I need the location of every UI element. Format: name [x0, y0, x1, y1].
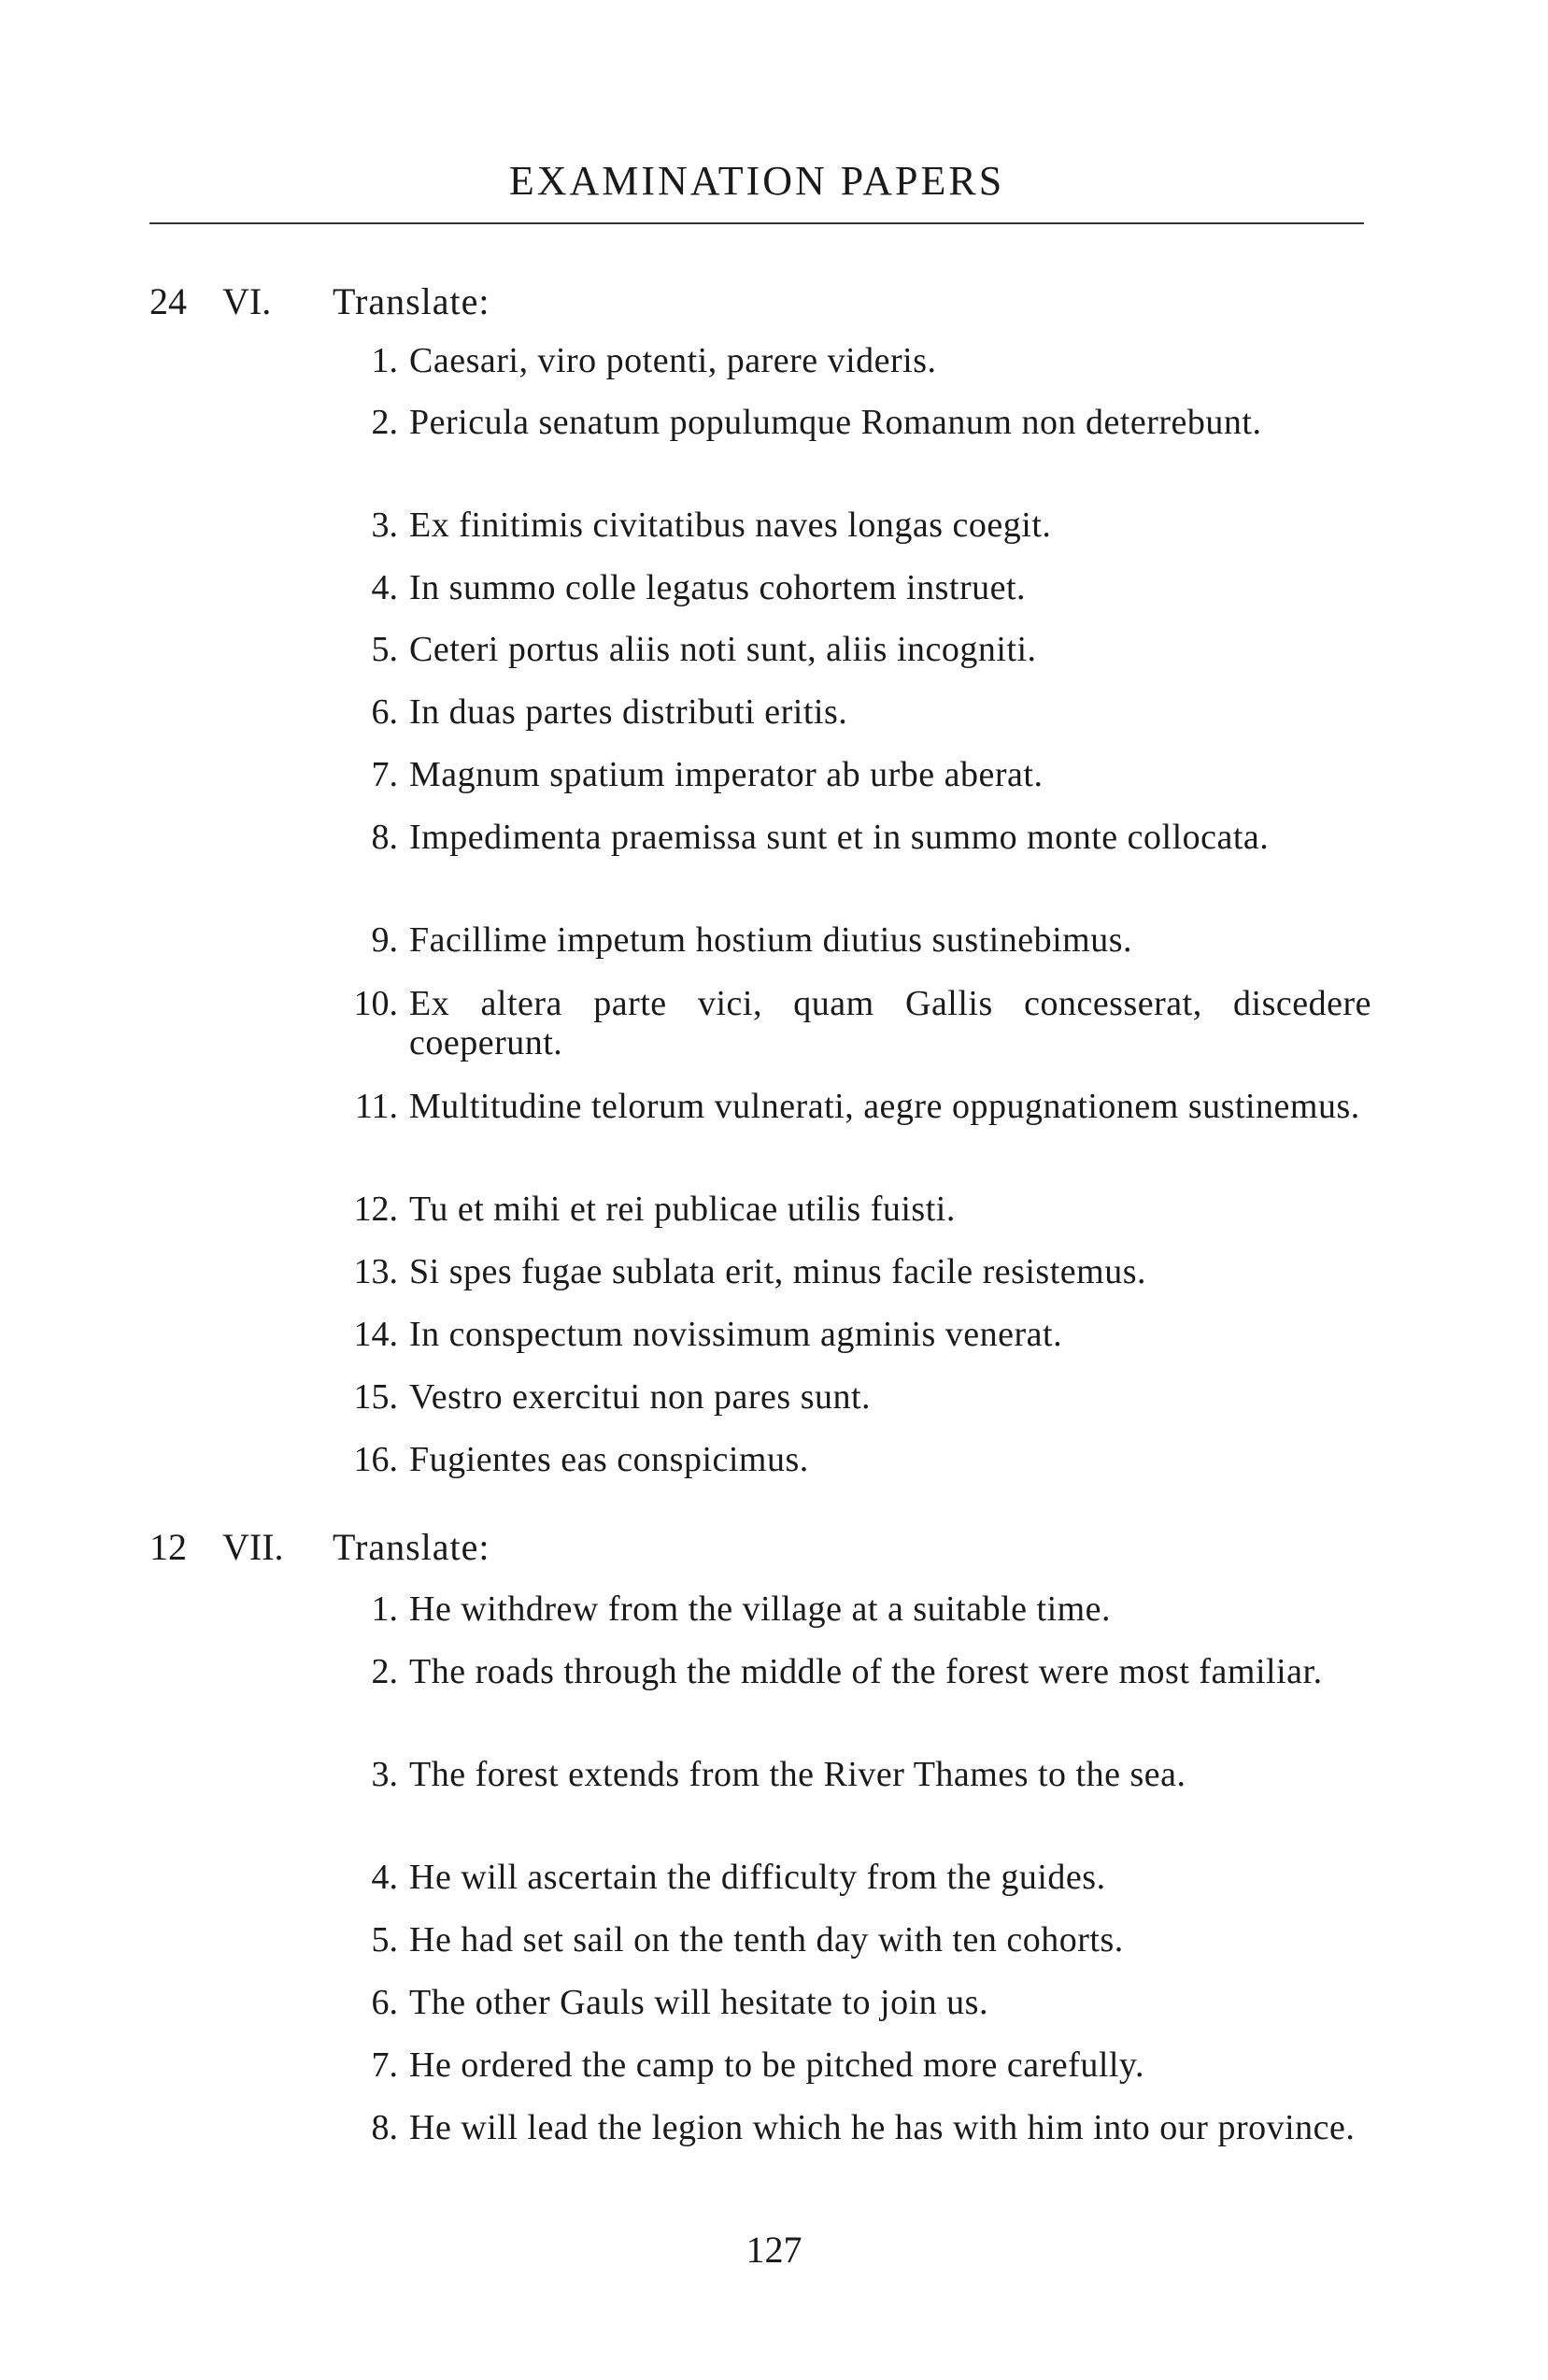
section-numeral: VII.	[222, 1526, 284, 1568]
section-marks: 24	[149, 280, 187, 322]
header-rule	[149, 222, 1364, 224]
item-text: He ordered the camp to be pitched more carefully.	[409, 2045, 1144, 2085]
list-item	[333, 1755, 1371, 1794]
item-text: Pericula senatum populumque Romanum non deterrebunt.	[409, 403, 1262, 442]
section-instruction: Translate:	[333, 280, 490, 322]
item-number: 4.	[371, 1858, 398, 1897]
item-text: Fugientes eas conspicimus.	[409, 1440, 809, 1479]
list-item	[333, 1377, 1371, 1417]
item-text: In duas partes distributi eritis.	[409, 692, 848, 732]
list-item	[333, 403, 1371, 442]
item-number: 12.	[353, 1190, 398, 1229]
item-number: 9.	[371, 920, 398, 960]
item-number: 2.	[371, 403, 398, 442]
list-item	[333, 341, 1371, 380]
list-item	[333, 755, 1371, 794]
list-item	[333, 1087, 1371, 1126]
item-text: He had set sail on the tenth day with ten cohorts.	[409, 1920, 1124, 1960]
item-number: 14.	[353, 1315, 398, 1354]
item-text: The forest extends from the River Thames to the sea.	[409, 1755, 1186, 1794]
item-number: 1.	[371, 341, 398, 380]
item-text: He will ascertain the difficulty from the guides.	[409, 1858, 1106, 1897]
item-text: Vestro exercitui non pares sunt.	[409, 1377, 872, 1417]
item-text: Tu et mihi et rei publicae utilis fuisti.	[409, 1190, 956, 1229]
item-number: 16.	[353, 1440, 398, 1479]
item-text: Multitudine telorum vulnerati, aegre oppugnationem sustinemus.	[409, 1087, 1360, 1126]
item-number: 6.	[371, 1983, 398, 2022]
list-item	[333, 1858, 1371, 1897]
list-item	[333, 506, 1371, 545]
item-text: Magnum spatium imperator ab urbe aberat.	[409, 755, 1044, 794]
item-number: 8.	[371, 818, 398, 857]
page-number: 127	[746, 2229, 802, 2271]
item-text: He withdrew from the village at a suitable time.	[409, 1589, 1112, 1629]
item-text: In summo colle legatus cohortem instruet.	[409, 568, 1027, 607]
list-item	[333, 1440, 1371, 1479]
item-text: In conspectum novissimum agminis venerat.	[409, 1315, 1063, 1354]
list-item	[333, 1315, 1371, 1354]
item-text: The roads through the middle of the forest were most familiar.	[409, 1652, 1323, 1691]
list-item	[333, 984, 1371, 1062]
item-number: 4.	[371, 568, 398, 607]
item-number: 5.	[371, 1920, 398, 1960]
page-header: EXAMINATION PAPERS	[508, 158, 1005, 204]
list-item	[333, 692, 1371, 732]
section-numeral: VI.	[222, 280, 272, 322]
list-item	[333, 1652, 1371, 1691]
item-number: 11.	[354, 1087, 398, 1126]
item-text: The other Gauls will hesitate to join us.	[409, 1983, 988, 2022]
item-number: 15.	[353, 1377, 398, 1417]
item-number: 1.	[371, 1589, 398, 1629]
item-text: Ex finitimis civitatibus naves longas coegit.	[409, 506, 1052, 545]
section-vii-heading	[0, 1524, 1548, 1571]
section-instruction: Translate:	[333, 1526, 490, 1568]
item-text: Facillime impetum hostium diutius sustinebimus.	[409, 920, 1132, 960]
section-marks: 12	[149, 1526, 187, 1568]
item-text: He will lead the legion which he has with him into our province.	[409, 2108, 1356, 2147]
item-text: Ex altera parte vici, quam Gallis concesserat, discedere coeperunt.	[409, 984, 1371, 1062]
section-vi-heading	[0, 278, 1548, 325]
item-text: Si spes fugae sublata erit, minus facile resistemus.	[409, 1252, 1146, 1291]
list-item	[333, 920, 1371, 960]
item-number: 3.	[371, 506, 398, 545]
list-item	[333, 818, 1371, 857]
item-number: 7.	[371, 2045, 398, 2085]
item-number: 3.	[371, 1755, 398, 1794]
item-number: 2.	[371, 1652, 398, 1691]
item-number: 5.	[371, 630, 398, 669]
list-item	[333, 2045, 1371, 2085]
list-item	[333, 1252, 1371, 1291]
list-item	[333, 1190, 1371, 1229]
item-text: Caesari, viro potenti, parere videris.	[409, 341, 937, 380]
list-item	[333, 568, 1371, 607]
item-text: Ceteri portus aliis noti sunt, aliis incogniti.	[409, 630, 1037, 669]
list-item	[333, 1920, 1371, 1960]
list-item	[333, 630, 1371, 669]
item-number: 13.	[353, 1252, 398, 1291]
item-text: Impedimenta praemissa sunt et in summo monte collocata.	[409, 818, 1270, 857]
list-item	[333, 2108, 1371, 2147]
list-item	[333, 1589, 1371, 1629]
item-number: 7.	[371, 755, 398, 794]
item-number: 8.	[371, 2108, 398, 2147]
item-number: 10.	[353, 984, 398, 1023]
list-item	[333, 1983, 1371, 2022]
item-number: 6.	[371, 692, 398, 732]
